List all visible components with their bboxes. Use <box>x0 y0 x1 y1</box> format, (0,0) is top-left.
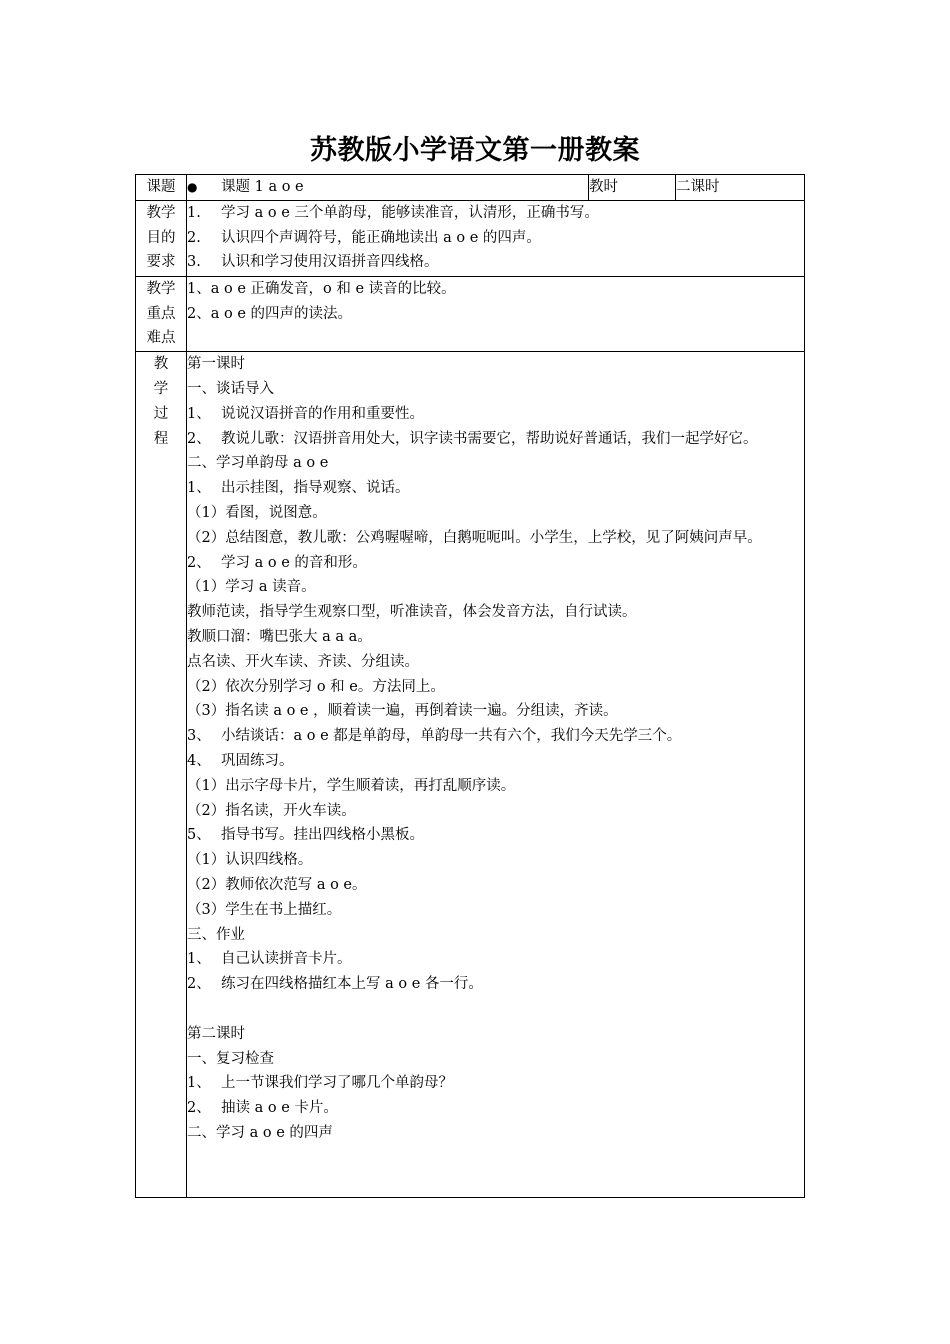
topic-label: 课题 <box>136 175 187 201</box>
process-line-number: 2、 <box>187 976 211 993</box>
process-line-text: （2）教师依次范写 a o e。 <box>187 876 367 893</box>
process-line-text: （1）认识四线格。 <box>187 852 313 869</box>
process-line <box>187 650 804 675</box>
process-line-text: （2）指名读，开火车读。 <box>187 802 356 819</box>
process-line <box>187 699 804 724</box>
process-line-text: 巩固练习。 <box>221 752 294 769</box>
process-line <box>187 501 804 526</box>
page-title: 苏教版小学语文第一册教案 <box>310 135 640 166</box>
process-line-text: 自己认读拼音卡片。 <box>221 951 352 968</box>
process-line <box>187 476 804 501</box>
objective-item: 3. 认识和学习使用汉语拼音四线格。 <box>187 254 439 271</box>
process-line <box>187 1047 804 1072</box>
process-line <box>187 848 804 873</box>
process-line-text: 三、作业 <box>187 926 245 943</box>
process-line-text: 点名读、开火车读、齐读、分组读。 <box>187 653 419 670</box>
objectives-row <box>136 200 805 276</box>
process-line <box>187 575 804 600</box>
process-line-text: （1）出示字母卡片，学生顺着读，再打乱顺序读。 <box>187 777 516 794</box>
process-line <box>187 1121 804 1146</box>
process-line-number: 1、 <box>187 951 211 968</box>
process-line-number: 2、 <box>187 430 211 447</box>
process-line-number: 1、 <box>187 1075 211 1092</box>
process-line <box>187 551 804 576</box>
process-line <box>187 947 804 972</box>
process-line-text: 第二课时 <box>187 1025 245 1042</box>
process-line-text: （1）看图，说图意。 <box>187 504 327 521</box>
process-line-text: 教师范读，指导学生观察口型，听准读音，体会发音方法，自行试读。 <box>187 604 637 621</box>
process-line-text: 二、学习单韵母 a o e <box>187 455 329 472</box>
process-line-number: 1、 <box>187 480 211 497</box>
process-line <box>187 377 804 402</box>
process-line-number: 3、 <box>187 728 211 745</box>
process-line <box>187 625 804 650</box>
process-line <box>187 600 804 625</box>
key-points-content <box>187 276 805 351</box>
process-label: 教 学 过 程 <box>136 352 187 1198</box>
key-points-row <box>136 276 805 351</box>
objective-item: 1. 学习 a o e 三个单韵母，能够读准音，认清形，正确书写。 <box>187 204 599 221</box>
process-line-text: 教顺口溜：嘴巴张大 a a a。 <box>187 628 372 645</box>
objective-item: 2. 认识四个声调符号，能正确地读出 a o e 的四声。 <box>187 229 541 246</box>
process-line-text: 一、谈话导入 <box>187 380 274 397</box>
process-line-text: 抽读 a o e 卡片。 <box>221 1100 338 1117</box>
lesson-plan-table <box>135 174 805 1198</box>
process-line <box>187 1022 804 1047</box>
process-line <box>187 526 804 551</box>
objectives-content <box>187 200 805 276</box>
process-line <box>187 451 804 476</box>
process-line-number: 5、 <box>187 827 211 844</box>
process-line <box>187 1071 804 1096</box>
process-line <box>187 749 804 774</box>
topic-text: 课题 1 a o e <box>221 179 304 195</box>
header-row <box>136 175 805 201</box>
process-line <box>187 972 804 997</box>
process-line-text: 教说儿歌：汉语拼音用处大，识字读书需要它，帮助说好普通话，我们一起学好它。 <box>221 430 758 447</box>
process-line <box>187 402 804 427</box>
process-line <box>187 823 804 848</box>
process-line-text: （3）指名读 a o e ，顺着读一遍，再倒着读一遍。分组读，齐读。 <box>187 703 618 720</box>
process-line-number: 4、 <box>187 752 211 769</box>
process-line-text: 指导书写。挂出四线格小黑板。 <box>221 827 424 844</box>
bullet-icon: ● <box>187 180 198 194</box>
process-line <box>187 427 804 452</box>
process-line-text: （3）学生在书上描红。 <box>187 901 342 918</box>
process-line-text: 出示挂图，指导观察、说话。 <box>221 480 410 497</box>
process-line <box>187 352 804 377</box>
key-points-label: 教学 重点 难点 <box>136 276 187 351</box>
process-line <box>187 675 804 700</box>
process-line-text: 第一课时 <box>187 356 245 373</box>
process-line-text: （2）依次分别学习 o 和 e。方法同上。 <box>187 678 445 695</box>
key-point-item: 1、a o e 正确发音，o 和 e 读音的比较。 <box>187 280 456 297</box>
process-line <box>187 923 804 948</box>
key-point-item: 2、a o e 的四声的读法。 <box>187 305 353 322</box>
process-row <box>136 352 805 1198</box>
process-line <box>187 799 804 824</box>
process-content <box>187 352 805 1198</box>
process-line-text: （2）总结图意，教儿歌：公鸡喔喔啼，白鹅呃呃叫。小学生，上学校，见了阿姨问声早。 <box>187 529 762 546</box>
process-line <box>187 898 804 923</box>
process-line <box>187 724 804 749</box>
process-line-text: 小结谈话：a o e 都是单韵母，单韵母一共有六个，我们今天先学三个。 <box>221 728 682 745</box>
topic-cell <box>187 175 589 201</box>
time-value: 二课时 <box>676 175 805 201</box>
process-line-text: 说说汉语拼音的作用和重要性。 <box>221 405 424 422</box>
process-line-text: 二、学习 a o e 的四声 <box>187 1124 333 1141</box>
process-line-number: 1、 <box>187 405 211 422</box>
process-line <box>187 873 804 898</box>
objectives-label: 教学 目的 要求 <box>136 200 187 276</box>
process-line-text: 上一节课我们学习了哪几个单韵母？ <box>221 1075 453 1092</box>
process-line-text: 学习 a o e 的音和形。 <box>221 554 367 571</box>
process-line-number: 2、 <box>187 1100 211 1117</box>
process-line-text: （1）学习 a 读音。 <box>187 579 316 596</box>
process-line-text: 练习在四线格描红本上写 a o e 各一行。 <box>221 976 483 993</box>
process-line-text: 一、复习检查 <box>187 1050 274 1067</box>
time-label: 教时 <box>589 175 676 201</box>
process-line <box>187 997 804 1022</box>
process-line <box>187 1096 804 1121</box>
process-line <box>187 774 804 799</box>
process-line-number: 2、 <box>187 554 211 571</box>
